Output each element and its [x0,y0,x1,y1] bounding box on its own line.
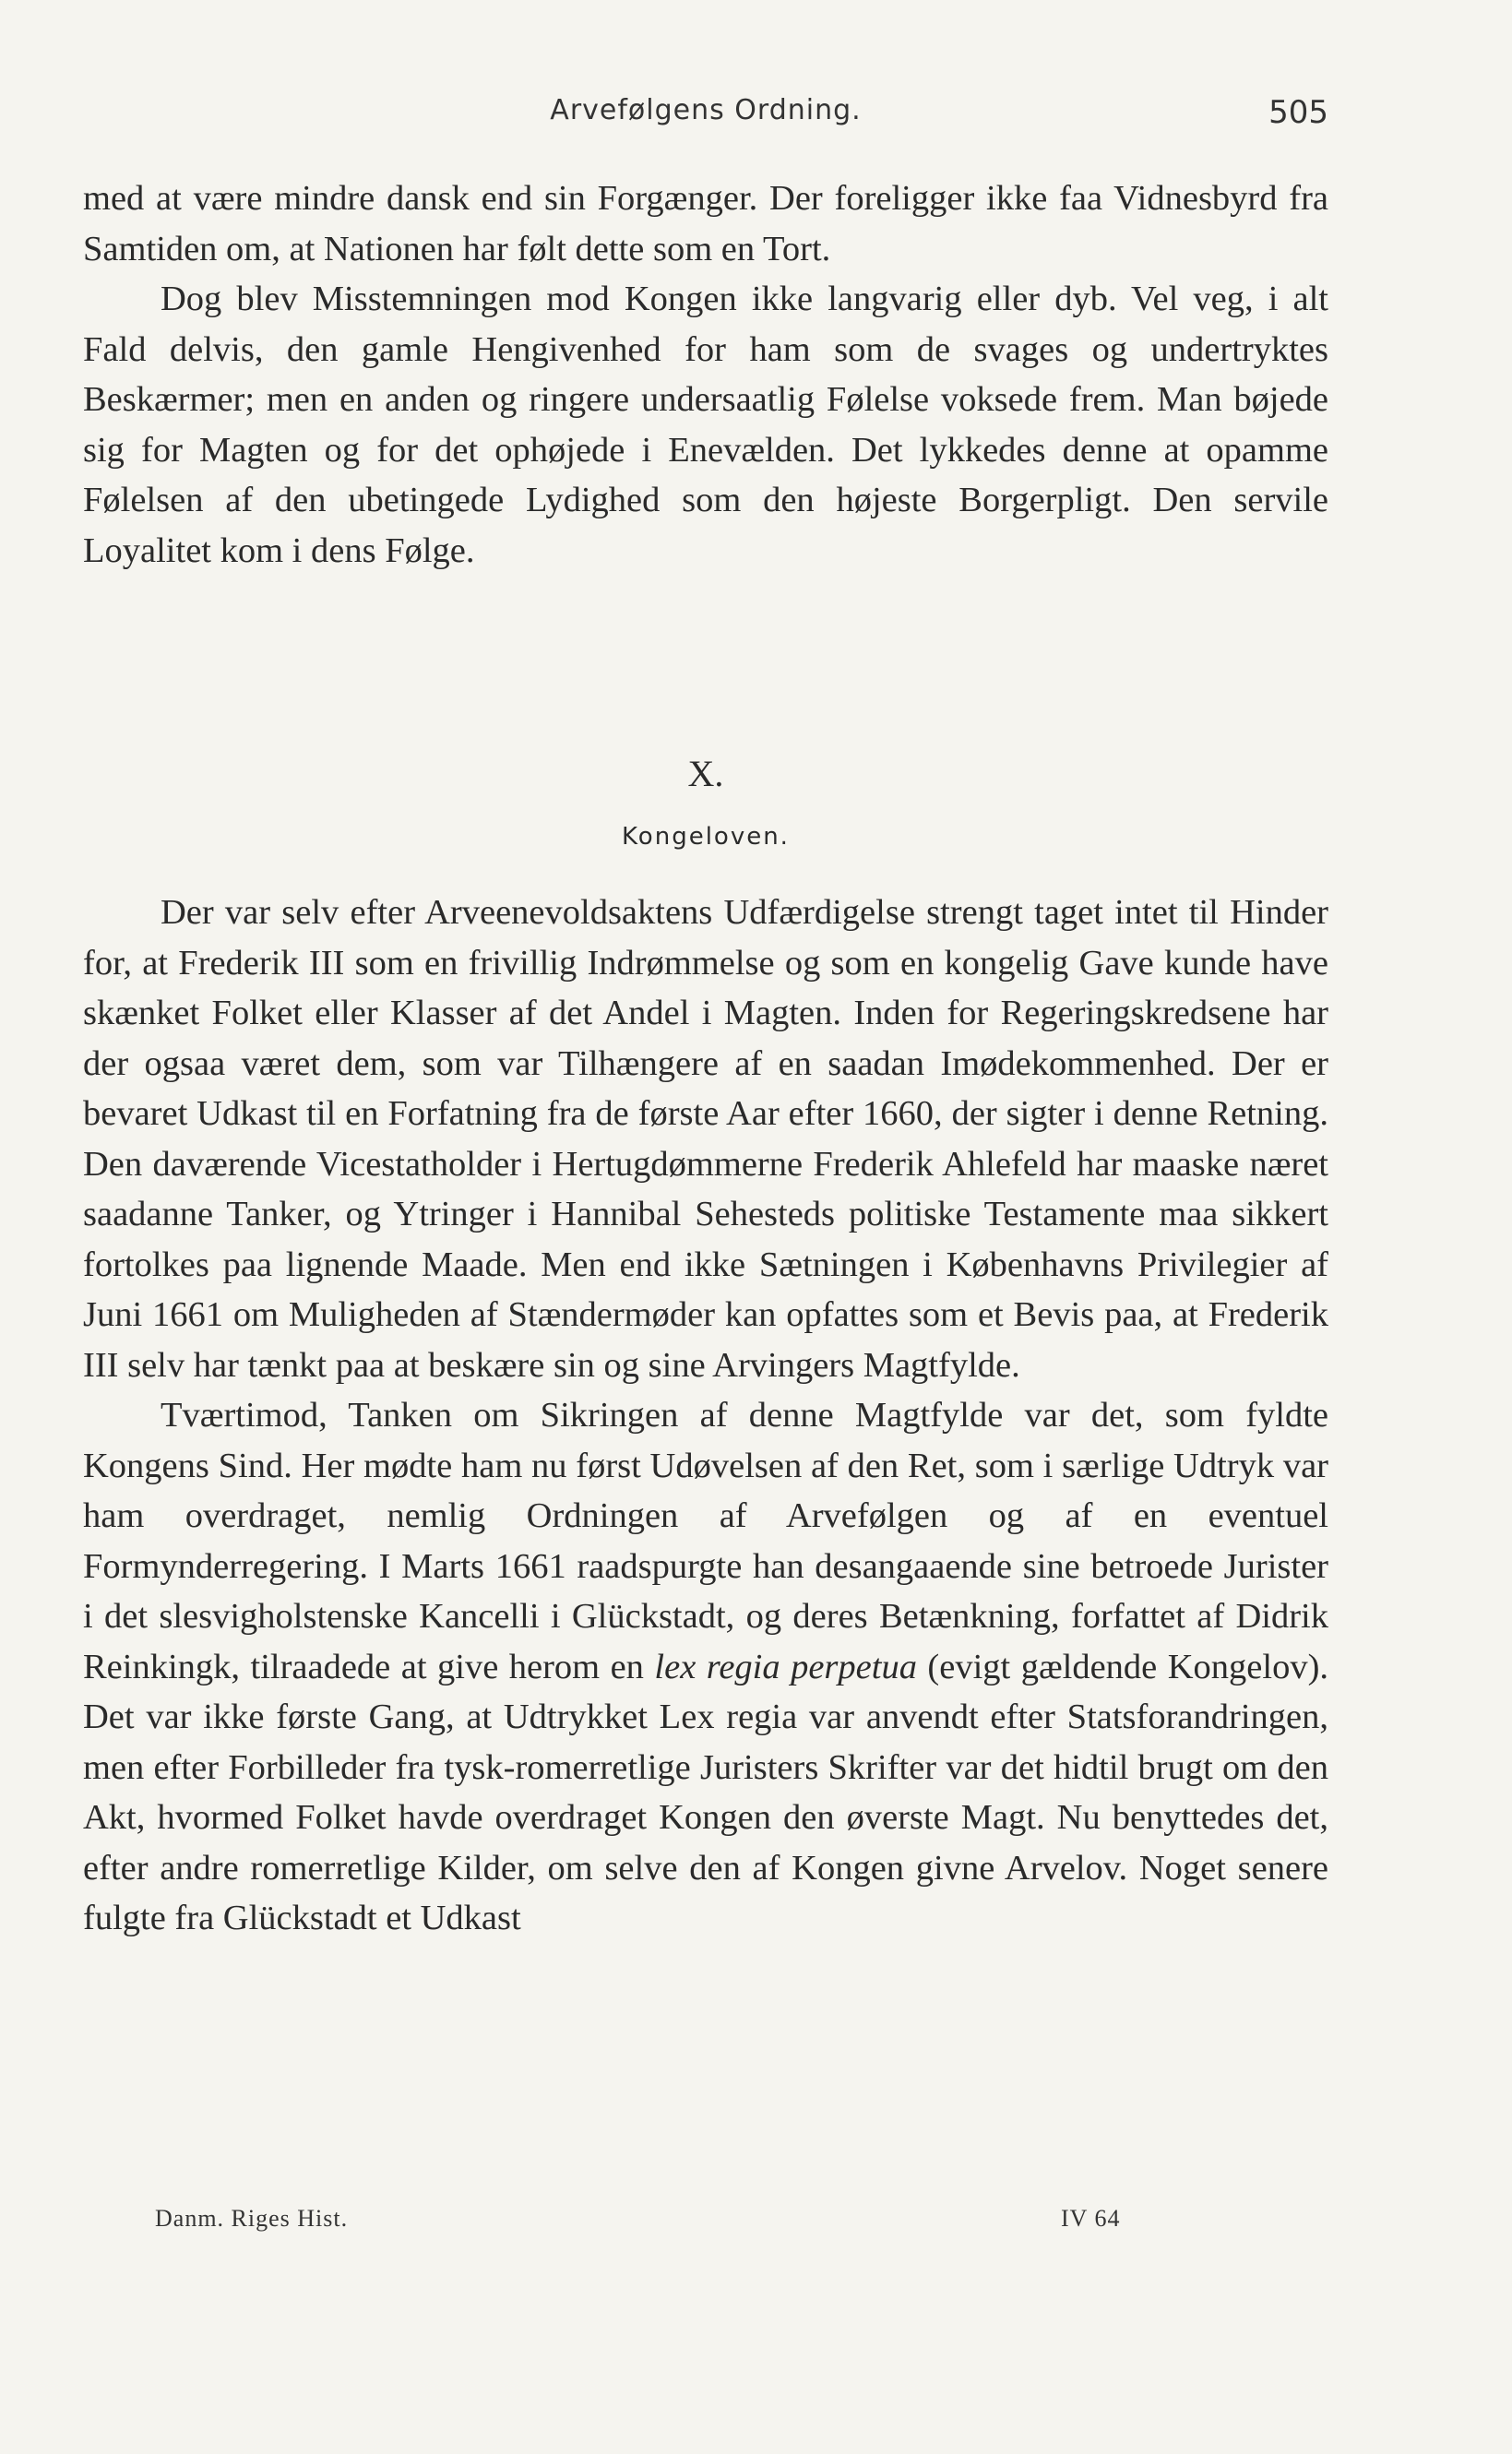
running-title: Arvefølgens Ordning. [550,94,862,126]
signature-mark: Danm. Riges Hist. [155,2205,349,2232]
opening-text-block [83,173,1328,576]
running-head [83,94,1328,140]
paragraph-continuation: med at være mindre dansk end sin Forgænger. Der foreligger ikke faa Vidnesbyrd fra Samtiden om, at Nationen har følt dette som en Tort. [83,179,1328,268]
paragraph-tvaertimod [83,1390,1328,1944]
kongeloven-text-block [83,887,1328,1944]
book-page [83,0,1328,2454]
italic-phrase-lex-regia: lex regia perpetua [654,1647,917,1686]
section-title: Kongeloven. [622,823,790,851]
paragraph-arveenevoldsakten: Der var selv efter Arveenevoldsaktens Udfærdigelse strengt taget intet til Hinder for, at Frederik III som en frivillig Indrømmelse og som en kongelig Gave kunde have skænket Folket eller Klasser af det Andel i Magten. Inden for Regeringskredsene har der ogsaa været dem, som var Tilhængere af en saadan Imødekommenhed. Der er bevaret Udkast til en Forfatning fra de første Aar efter 1660, der sigter i denne Retning. Den daværende Vicestatholder i Hertugdømmerne Frederik Ahlefeld har maaske næret saadanne Tanker, og Ytringer i Hannibal Sehesteds politiske Testamente maa sikkert fortolkes paa lignende Maade. Men end ikke Sætningen i Københavns Privilegier af Juni 1661 om Muligheden af Stændermøder kan opfattes som et Bevis paa, at Frederik III selv har tænkt paa at beskære sin og sine Arvingers Magtfylde. [83,893,1328,1385]
paragraph-text: (evigt gældende Kongelov). Det var ikke første Gang, at Udtrykket Lex regia var anvendt efter Statsforandringen, men efter Forbilleder fra tysk-romerretlige Juristers Skrifter var det hidtil brugt om den Akt, hvormed Folket havde overdraget Kongen den øverste Magt. Nu benyttedes det, efter andre romerretlige Kilder, om selve den af Kongen givne Arvelov. Noget senere fulgte fra Glückstadt et Udkast [83,1647,1329,1937]
page-footer [83,2205,1328,2242]
paragraph-text: Tværtimod, Tanken om Sikringen af denne Magtfylde var det, som fyldte Kongens Sind. Her mødte ham nu først Udøvelsen af den Ret, som i særlige Udtryk var ham overdraget, nemlig Ordningen af Arvefølgen og af en eventuel Formynderregering. I Marts 1661 raadspurgte han desangaaende sine betroede Jurister i det slesvigholstenske Kancelli i Glückstadt, og deres Betænkning, forfattet af Didrik Reinkingk, tilraadede at give herom en [83,1396,1328,1686]
paragraph-misstemning: Dog blev Misstemningen mod Kongen ikke langvarig eller dyb. Vel veg, i alt Fald delvis, den gamle Hengivenhed for ham som de svages og undertryktes Beskærmer; men en anden og ringere undersaatlig Følelse voksede frem. Man bøjede sig for Magten og for det ophøjede i Enevælden. Det lykkedes denne at opamme Følelsen af den ubetingede Lydighed som den højeste Borgerpligt. Den servile Loyalitet kom i dens Følge. [83,280,1328,570]
section-number: X. [687,753,724,794]
sheet-mark: IV 64 [1061,2205,1121,2232]
page-number: 505 [1268,94,1328,131]
